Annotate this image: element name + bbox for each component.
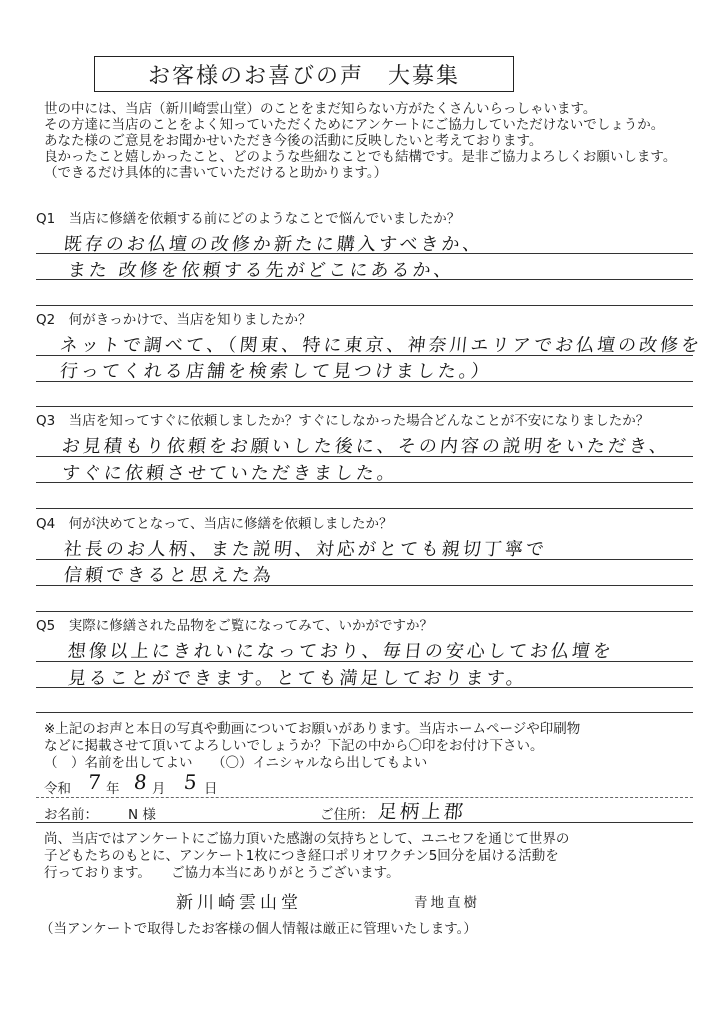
intro-line-2: その方達に当店のことをよく知っていただくためにアンケートにご協力していただけないでしょうか。 bbox=[44, 117, 665, 133]
date-year: 7 bbox=[86, 770, 105, 794]
date-day-unit: 日 bbox=[204, 781, 218, 797]
answer-3-line-1: お見積もり依頼をお願いした後に、その内容の説明をいただき、 bbox=[60, 436, 672, 457]
ruled-line bbox=[36, 712, 693, 713]
address-label: ご住所： bbox=[320, 807, 374, 823]
ruled-line bbox=[36, 381, 693, 382]
owner-name: 青地直樹 bbox=[414, 895, 480, 911]
consent-line-1: ※上記のお声と本日の写真や動画についてお願いがあります。当店ホームページや印刷物 bbox=[44, 721, 581, 737]
footer-line-2: 子どもたちのもとに、アンケート1枚につき経口ポリオワクチン5回分を届ける活動を bbox=[44, 848, 559, 864]
intro-line-5: （できるだけ具体的に書いていただけると助かります。） bbox=[44, 165, 388, 181]
question-3-label: Q3 当店を知ってすぐに依頼しましたか？すぐにしなかった場合どんなことが不安になりましたか？ bbox=[36, 413, 650, 429]
answer-4-line-1: 社長のお人柄、また説明、対応がとても親切丁寧で bbox=[62, 539, 548, 560]
ruled-line bbox=[36, 687, 693, 688]
ruled-line bbox=[36, 508, 693, 509]
answer-3-line-2: すぐに依頼させていただきました。 bbox=[60, 463, 399, 484]
address-value: 足柄上郡 bbox=[376, 801, 468, 823]
ruled-line bbox=[36, 355, 693, 356]
answer-5-line-1: 想像以上にきれいになっており、毎日の安心してお仏壇を bbox=[66, 641, 615, 662]
date-year-unit: 年 bbox=[106, 781, 120, 797]
date-month: 8 bbox=[132, 770, 151, 794]
question-5-label: Q5 実際に修繕された品物をご覧になってみて、いかがですか？ bbox=[36, 618, 433, 634]
answer-1-line-1: 既存のお仏壇の改修か新たに購入すべきか、 bbox=[62, 234, 485, 255]
intro-line-4: 良かったこと嬉しかったこと、どのような些細なことでも結構です。是非ご協力よろしくお願いします。 bbox=[44, 149, 677, 165]
intro-line-1: 世の中には、当店（新川崎雲山堂）のことをまだ知らない方がたくさんいらっしゃいます。 bbox=[44, 101, 597, 117]
ruled-line bbox=[36, 279, 693, 280]
answer-2-line-1: ネットで調べて、（関東、特に東京、神奈川エリアでお仏壇の改修を bbox=[58, 335, 704, 356]
page-title: お客様のお喜びの声 大募集 bbox=[94, 56, 514, 92]
question-2-label: Q2 何がきっかけで、当店を知りましたか？ bbox=[36, 312, 312, 328]
privacy-note: （当アンケートで取得したお客様の個人情報は厳正に管理いたします。） bbox=[40, 921, 477, 937]
question-1-label: Q1 当店に修繕を依頼する前にどのようなことで悩んでいましたか？ bbox=[36, 211, 461, 227]
name-label: お名前： bbox=[44, 807, 98, 823]
date-month-unit: 月 bbox=[152, 781, 166, 797]
date-day: 5 bbox=[182, 770, 201, 794]
ruled-line bbox=[36, 559, 693, 560]
answer-2-line-2: 行ってくれる店舗を検索して見つけました。） bbox=[58, 361, 493, 382]
consent-option-name: （ ）名前を出してよい bbox=[44, 755, 193, 771]
ruled-line bbox=[36, 253, 693, 254]
consent-line-2: などに掲載させて頂いてよろしいでしょうか？下記の中から〇印をお付け下さい。 bbox=[44, 738, 544, 754]
name-address-underline bbox=[36, 822, 693, 823]
answer-5-line-2: 見ることができます。とても満足しております。 bbox=[66, 668, 529, 689]
intro-line-3: あなた様のご意見をお聞かせいただき今後の活動に反映したいと考えております。 bbox=[44, 133, 543, 149]
consent-option-initials: （〇）イニシャルなら出してもよい bbox=[212, 755, 428, 771]
ruled-line bbox=[36, 661, 693, 662]
ruled-line bbox=[36, 305, 693, 306]
footer-line-3: 行っております。 ご協力本当にありがとうございます。 bbox=[44, 865, 400, 881]
answer-4-line-2: 信頼できると思えた為 bbox=[62, 565, 275, 586]
ruled-line bbox=[36, 585, 693, 586]
ruled-line bbox=[36, 611, 693, 612]
ruled-line bbox=[36, 456, 693, 457]
shop-name: 新川崎雲山堂 bbox=[176, 893, 302, 913]
date-era: 令和 bbox=[44, 781, 71, 797]
answer-1-line-2: また 改修を依頼する先がどこにあるか、 bbox=[66, 260, 456, 281]
ruled-line bbox=[36, 482, 693, 483]
name-value: N 様 bbox=[128, 807, 156, 823]
date-underline bbox=[36, 797, 693, 798]
question-4-label: Q4 何が決めてとなって、当店に修繕を依頼しましたか？ bbox=[36, 516, 393, 532]
ruled-line bbox=[36, 406, 693, 407]
footer-line-1: 尚、当店ではアンケートにご協力頂いた感謝の気持ちとして、ユニセフを通じて世界の bbox=[44, 831, 570, 847]
